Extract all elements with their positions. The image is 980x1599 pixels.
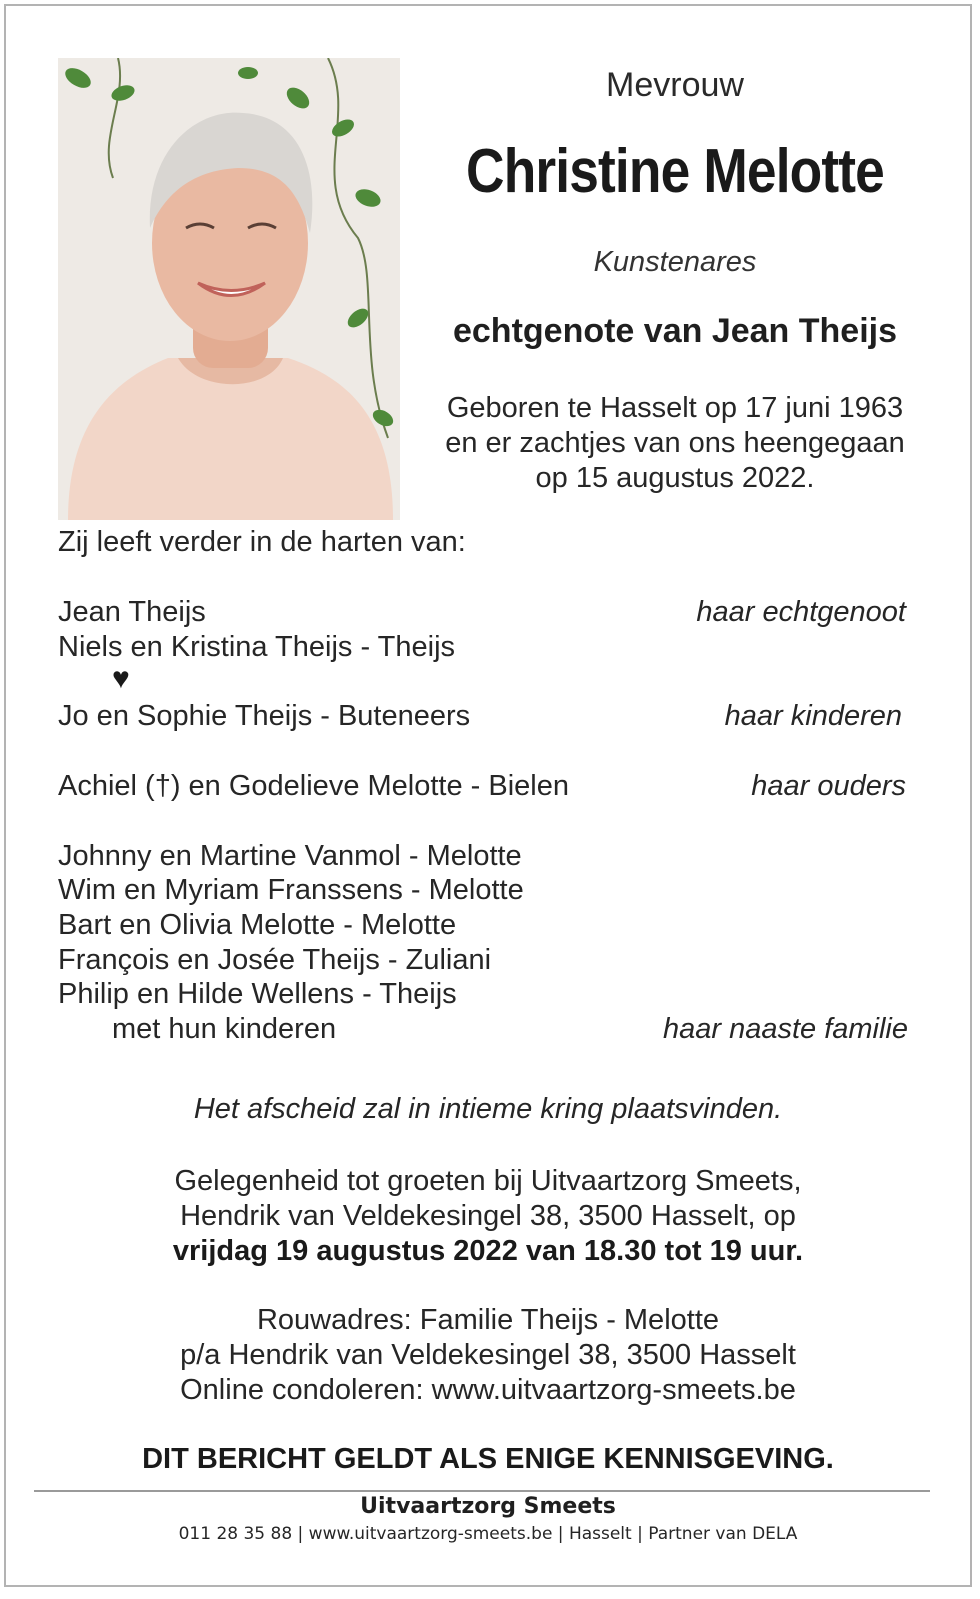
footer-divider [34, 1490, 930, 1492]
children-relation: haar kinderen [724, 700, 902, 732]
relative-name: Philip en Hilde Wellens - Theijs [58, 978, 457, 1010]
visit-datetime: vrijdag 19 augustus 2022 van 18.30 tot 19 uur. [172, 1235, 804, 1267]
child-name: Jo en Sophie Theijs - Buteneers [58, 700, 471, 732]
address-line: Rouwadres: Familie Theijs - Melotte [256, 1304, 720, 1336]
mourning-address [6, 1303, 970, 1408]
firm-name: Uitvaartzorg Smeets [360, 1494, 616, 1519]
spouse-name: Jean Theijs [58, 596, 206, 628]
notice-line: DIT BERICHT GELDT ALS ENIGE KENNISGEVING. [142, 1443, 834, 1475]
with-children-note: met hun kinderen [112, 1013, 337, 1045]
parents-name: Achiel (†) en Godelieve Melotte - Bielen [58, 770, 569, 802]
death-date-line: op 15 augustus 2022. [535, 462, 815, 494]
child-name: Niels en Kristina Theijs - Theijs [58, 631, 456, 663]
farewell-note: Het afscheid zal in intieme kring plaatsvinden. [193, 1093, 783, 1125]
death-line: en er zachtjes van ons heengegaan [445, 427, 905, 459]
relative-name: Johnny en Martine Vanmol - Melotte [58, 840, 522, 872]
deceased-name: Christine Melotte [466, 137, 884, 206]
spouse-line: echtgenote van Jean Theijs [452, 312, 898, 350]
portrait-image [58, 58, 400, 520]
parents-relation: haar ouders [751, 770, 906, 802]
spouse-relation: haar echtgenoot [696, 596, 906, 628]
firm-contact: 011 28 35 88 | www.uitvaartzorg-smeets.be | Hasselt | Partner van DELA [178, 1524, 798, 1544]
portrait-photo [58, 58, 400, 520]
occupation: Kunstenares [593, 246, 757, 278]
birth-death-dates [418, 391, 932, 496]
heart-icon: ♥ [112, 662, 130, 695]
relative-name: François en Josée Theijs - Zuliani [58, 944, 492, 976]
visit-line: Gelegenheid tot groeten bij Uitvaartzorg Smeets, [174, 1165, 802, 1197]
salutation: Mevrouw [606, 66, 744, 104]
visit-line: Hendrik van Veldekesingel 38, 3500 Hasselt, op [180, 1200, 796, 1232]
birth-line: Geboren te Hasselt op 17 juni 1963 [446, 392, 904, 424]
address-line: p/a Hendrik van Veldekesingel 38, 3500 Hasselt [180, 1339, 796, 1371]
family-relation: haar naaste familie [662, 1013, 908, 1045]
condolence-line: Online condoleren: www.uitvaartzorg-smeets.be [180, 1374, 796, 1406]
visitation-info [6, 1164, 970, 1269]
relative-name: Wim en Myriam Franssens - Melotte [58, 874, 524, 906]
relative-name: Bart en Olivia Melotte - Melotte [58, 909, 457, 941]
death-notice [4, 4, 972, 1587]
family-intro: Zij leeft verder in de harten van: [58, 526, 466, 558]
